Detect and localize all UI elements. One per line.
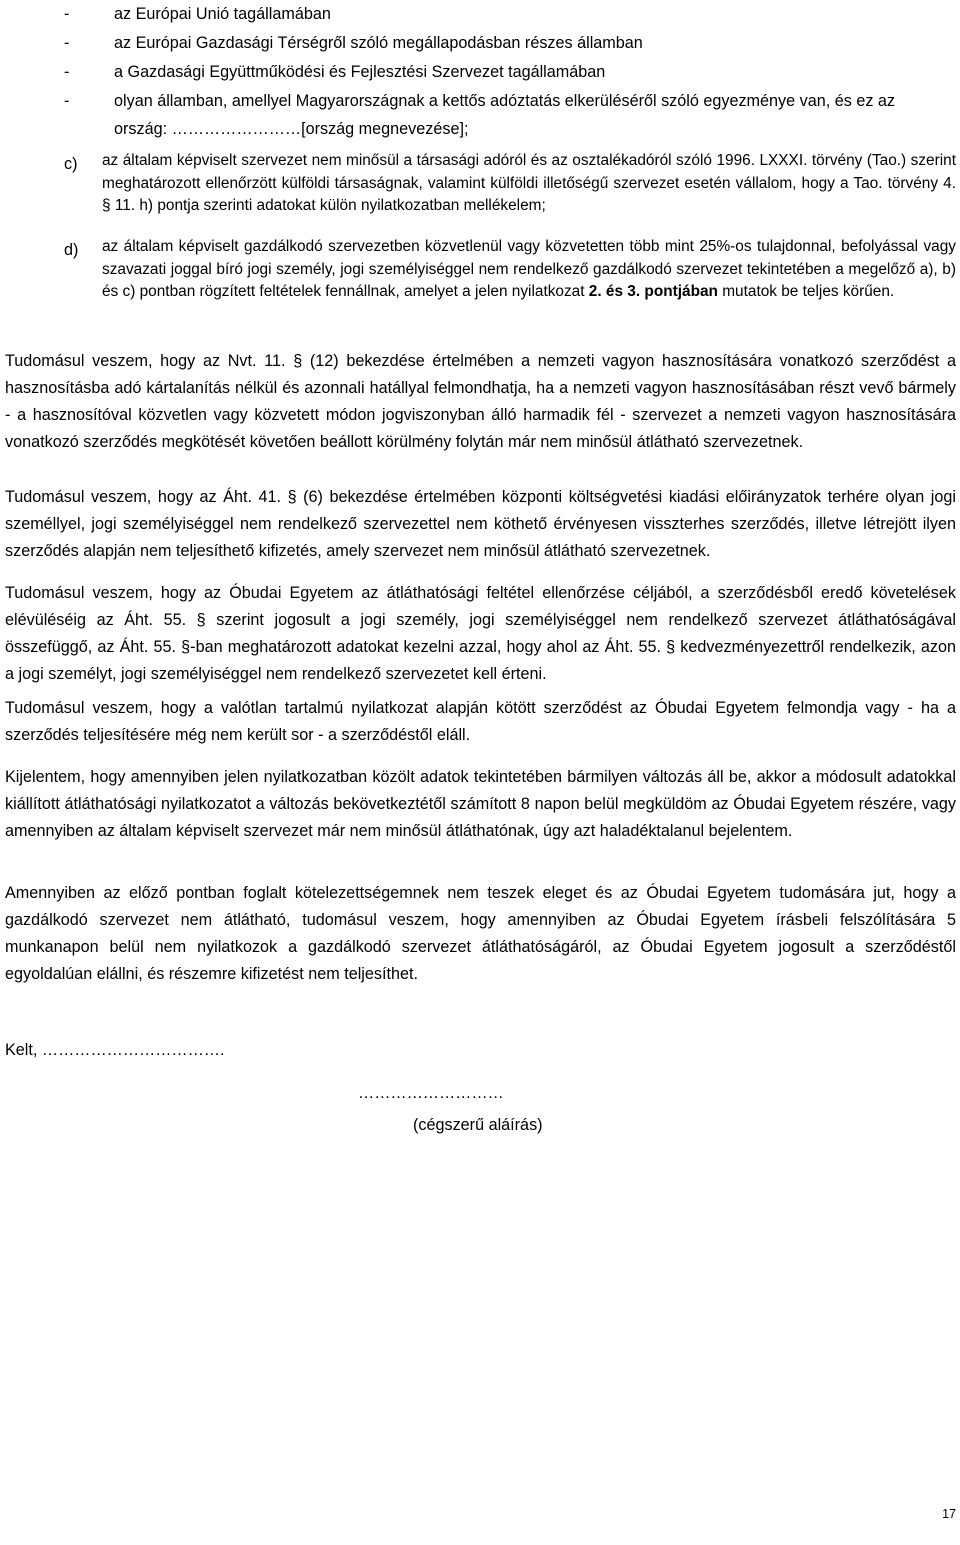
list-dash: - <box>64 5 70 23</box>
list-item-text: az Európai Unió tagállamában <box>114 5 331 23</box>
list-item-text: az Európai Gazdasági Térségről szóló megállapodásban részes államban <box>114 34 643 52</box>
paragraph-nvt: Tudomásul veszem, hogy az Nvt. 11. § (12) bekezdése értelmében a nemzeti vagyon hasznosítására vonatkozó szerződést a hasznosításba adó kártalanítás nélkül és azonnali hatállyal felmondhatja, ha a nemzeti vagyon hasznosításában részt vevő bármely - a hasznosítóval közvetlen vagy közvetett módon jogviszonyban álló harmadik fél - szervezet a nemzeti vagyon hasznosítására vonatkozó szerződés megkötését követően beállott körülmény folytán már nem minősül átlátható szervezetnek. <box>5 352 956 451</box>
list-item-continuation: ország: ……………………[ország megnevezése]; <box>114 120 469 138</box>
country-list <box>64 0 956 142</box>
item-d-text-main: az általam képviselt gazdálkodó szervezetben közvetlenül vagy közvetetten több mint 25%-os tulajdonnal, befolyással vagy szavazati joggal bíró jogi személy, jogi személyiséggel nem rendelkező gazdálkodó szervezet tekintetében a megelőző a), b) és c) pontban rögzített feltételek fennállnak, amelyet a jelen nyilatkozat <box>102 238 956 300</box>
date-place-line: Kelt, ……………………………. <box>5 1041 225 1059</box>
paragraph-aht-41: Tudomásul veszem, hogy az Áht. 41. § (6) bekezdése értelmében központi költségvetési kiadási előirányzatok terhére olyan jogi személlyel, jogi személyiséggel nem rendelkező szervezettel nem köthető érvényesen visszterhes szerződés, illetve létrejött ilyen szerződés alapján nem teljesíthető kifizetés, amely szervezet nem minősül átlátható szervezetnek. <box>5 488 956 560</box>
page-number: 17 <box>942 1507 956 1521</box>
list-item <box>64 29 956 58</box>
item-d-text-end: mutatok be teljes körűen. <box>717 283 895 300</box>
list-item <box>64 0 956 29</box>
item-letter: c) <box>64 155 78 173</box>
paragraph-withdrawal: Amennyiben az előző pontban foglalt kötelezettségemnek nem teszek eleget és az Óbudai Egyetem tudomására jut, hogy a gazdálkodó szervezet nem átlátható, tudomásul veszem, hogy amennyiben az Óbudai Egyetem írásbeli felszólítására 5 munkanapon belül nem nyilatkozok a gazdálkodó szervezet átláthatóságáról, az Óbudai Egyetem jogosult a szerződéstől egyoldalúan elállni, és részemre kifizetést nem teljesíthet. <box>5 884 956 983</box>
signature-line: ……………………… <box>358 1084 504 1102</box>
paragraph-aht-55: Tudomásul veszem, hogy az Óbudai Egyetem az átláthatósági feltétel ellenőrzése céljából, a szerződésből eredő követelések elévüléséig az Áht. 55. § szerint jogosult a jogi személy, jogi személyiséggel nem rendelkező szervezet átláthatóságával összefüggő, az Áht. 55. §-ban meghatározott adatokat kezelni azzal, hogy ahol az Áht. 55. § kedvezményezettről rendelkezik, azon a jogi személyt, jogi személyiséggel nem rendelkező szervezetet kell érteni. <box>5 584 956 683</box>
item-d-bold-ref: 2. és 3. pontjában <box>588 283 718 300</box>
item-c-text: az általam képviselt szervezet nem minősül a társasági adóról és az osztalékadóról szóló 1996. LXXXI. törvény (Tao.) szerint meghatározott ellenőrzött külföldi társaságnak, valamint külföldi illetőségű szervezet esetén vállalom, hogy a Tao. törvény 4. § 11. h) pontja szerinti adatokat külön nyilatkozatban mellékelem; <box>102 152 956 214</box>
item-letter: d) <box>64 241 79 259</box>
list-dash: - <box>64 34 70 52</box>
list-dash: - <box>64 92 70 110</box>
list-item <box>64 58 956 87</box>
paragraph-change-notice: Kijelentem, hogy amennyiben jelen nyilatkozatban közölt adatok tekintetében bármilyen változás áll be, akkor a módosult adatokkal kiállított átláthatósági nyilatkozatot a változás bekövetkeztétől számított 8 napon belül megküldöm az Óbudai Egyetem részére, vagy amennyiben az általam képviselt szervezet már nem minősül átláthatónak, úgy azt haladéktalanul bejelentem. <box>5 768 956 840</box>
item-c <box>64 150 956 218</box>
list-item-text: a Gazdasági Együttműködési és Fejlesztési Szervezet tagállamában <box>114 63 606 81</box>
signature-label: (cégszerű aláírás) <box>413 1116 543 1134</box>
list-dash: - <box>64 63 70 81</box>
item-d <box>64 236 956 304</box>
list-item-text: olyan államban, amellyel Magyarországnak a kettős adóztatás elkerüléséről szóló egyezménye van, és ez az <box>114 92 896 110</box>
list-item <box>64 87 956 116</box>
paragraph-false-statement: Tudomásul veszem, hogy a valótlan tartalmú nyilatkozat alapján kötött szerződést az Óbudai Egyetem felmondja vagy - ha a szerződés teljesítésére még nem került sor - a szerződéstől eláll. <box>5 699 956 744</box>
item-d-text <box>64 236 956 304</box>
